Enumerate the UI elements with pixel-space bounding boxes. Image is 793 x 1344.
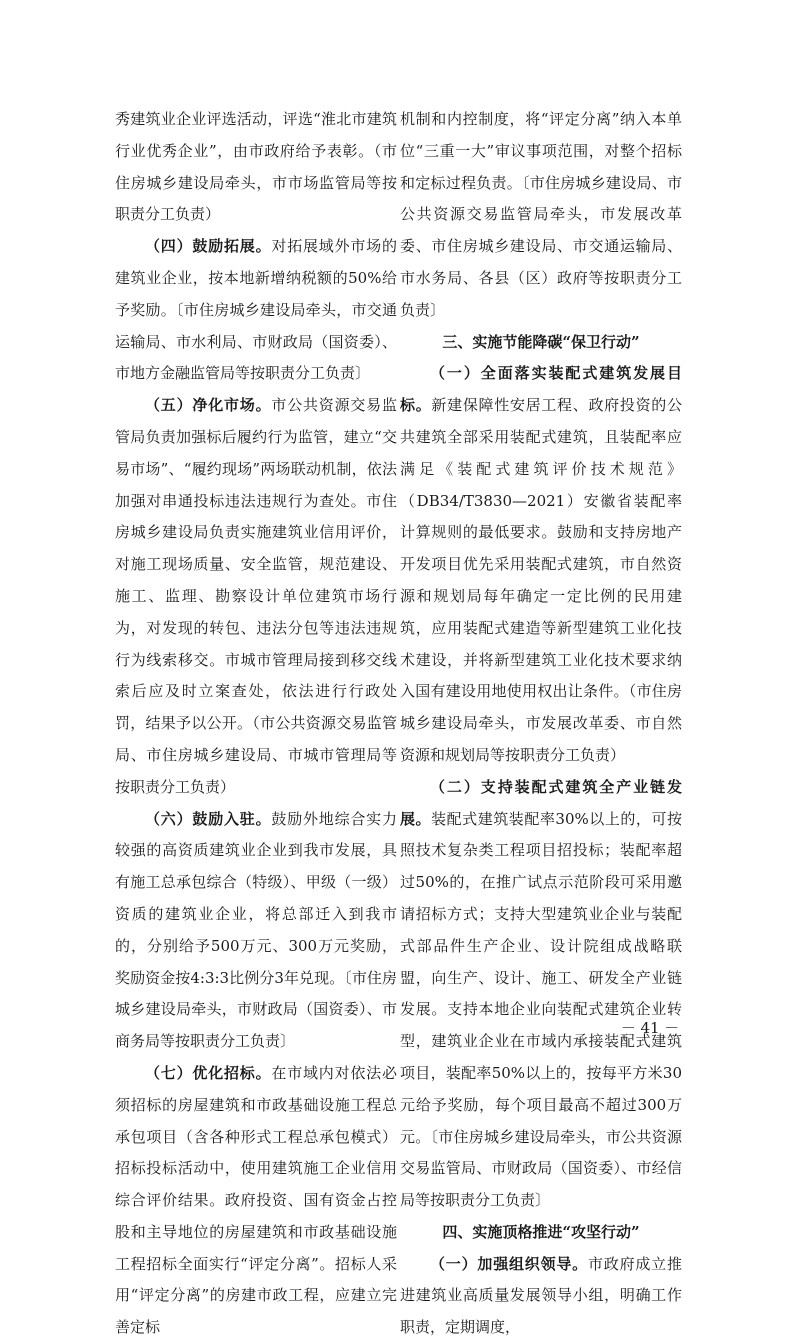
section-heading-4: 四、实施顶格推进“攻坚行动” — [442, 1222, 640, 1241]
paragraph-lead: （四）鼓励拓展。 — [145, 237, 272, 256]
paragraph-lead: （一）全面落实装配式建筑发展目标。 — [400, 364, 682, 415]
paragraph-text: 鼓励外地综合实力较强的高资质建筑业企业到我市发展，具有施工总承包综合（特级）、甲级（一级）资质的建筑业企业，将总部迁入到我市的，分别给予500万元、300万元奖励，奖励资金按4:3:3比例分3年兑现。〔市住房城乡建设局牵头，市财政局（国资委）、市商务局等按职责分工负责〕 — [115, 809, 397, 1051]
paragraph-encourage-expansion — [115, 231, 397, 390]
paragraph-text: 市公共资源交易监管局负责加强标后履约行为监管，建立“交易市场”、“履约现场”两场联动机制，依法加强对串通投标违法违规行为查处。市住房城乡建设局负责实施建筑业信用评价，对施工现场质量、安全监管，规范建设、施工、监理、勘察设计单位建筑市场行为，对发现的转包、违法分包等违法违规行为线索移交。市城市管理局接到移交线索后应及时立案查处，依法进行行政处罚，结果予以公开。（市公共资源交易监管局、市住房城乡建设局、市城市管理局等按职责分工负责） — [115, 396, 397, 796]
paragraph-text: 新建保障性安居工程、政府投资的公共建筑全部采用装配式建筑，且装配率应满足《装配式建筑评价技术规范》（DB34/T3830—2021）安徽省装配率计算规则的最低要求。鼓励和支持房地产开发项目优先采用装配式建筑，市自然资源和规划局每年确定一定比例的民用建筑，应用装配式建造等新型建筑工业化技术建设，并将新型建筑工业化技术要求纳入国有建设用地使用权出让条件。（市住房城乡建设局牵头，市发展改革委、市自然资源和规划局等按职责分工负责） — [400, 396, 682, 764]
paragraph-lead: （一）加强组织领导。 — [430, 1254, 588, 1273]
paragraph-text: 机制和内控制度，将“评定分离”纳入本单位“三重一大”审议事项范围，对整个招标和定标过程负责。〔市住房城乡建设局、市公共资源交易监管局牵头，市发展改革委、市住房城乡建设局、市交通运输局、市水务局、各县（区）政府等按职责分工负责〕 — [400, 110, 682, 319]
paragraph-prefab-industry-chain — [400, 772, 682, 1217]
right-column — [400, 104, 682, 1344]
paragraph-text: 秀建筑业企业评选活动，评选“淮北市建筑行业优秀企业”，由市政府给予表彰。（市住房城乡建设局牵头，市市场监管局等按职责分工负责） — [115, 110, 397, 224]
paragraph-lead: （二）支持装配式建筑全产业链发展。 — [400, 777, 682, 828]
paragraph-text: 对拓展域外市场的建筑业企业，按本地新增纳税额的50%给予奖励。〔市住房城乡建设局牵头，市交通运输局、市水利局、市财政局（国资委）、市地方金融监管局等按职责分工负责〕 — [115, 237, 397, 383]
paragraph-organization-leadership — [400, 1249, 682, 1344]
paragraph-lead: （六）鼓励入驻。 — [145, 809, 272, 828]
paragraph-text: 在市域内对依法必须招标的房屋建筑和市政基础设施工程总承包项目（含各种形式工程总承包模式）招标投标活动中，使用建筑施工企业信用综合评价结果。政府投资、国有资金占控股和主导地位的房屋建筑和市政基础设施工程招标全面实行“评定分离”。招标人采用“评定分离”的房建市政工程，应建立完善定标 — [115, 1063, 397, 1337]
paragraph-text: 市政府成立推进建筑业高质量发展领导小组，明确工作职责，定期调度， — [400, 1254, 682, 1337]
paragraph-text: 装配式建筑装配率30%以上的，可按照技术复杂类工程项目招投标；装配率超过50%的，在推广试点示范阶段可采用邀请招标方式；支持大型建筑业企业与装配式部品件生产企业、设计院组成战略联盟，向生产、设计、施工、研发全产业链发展。支持本地企业向装配式建筑企业转型，建筑业企业在市域内承接装配式建筑项目，装配率50%以上的，按每平方米30元给予奖励，每个项目最高不超过300万元。〔市住房城乡建设局牵头，市公共资源交易监管局、市财政局（国资委）、市经信局等按职责分工负责〕 — [400, 809, 682, 1210]
paragraph-lead: （七）优化招标。 — [145, 1063, 272, 1082]
paragraph-continuation — [115, 104, 397, 231]
left-column — [115, 104, 397, 1344]
paragraph-optimize-bidding — [115, 1058, 397, 1344]
paragraph-purify-market — [115, 390, 397, 803]
paragraph-prefab-targets — [400, 358, 682, 771]
page-number: － 41 － — [620, 1019, 680, 1037]
paragraph-continuation — [400, 104, 682, 327]
paragraph-lead: （五）净化市场。 — [145, 396, 272, 415]
section-heading-3: 三、实施节能降碳“保卫行动” — [442, 332, 640, 351]
paragraph-encourage-settlement — [115, 804, 397, 1058]
